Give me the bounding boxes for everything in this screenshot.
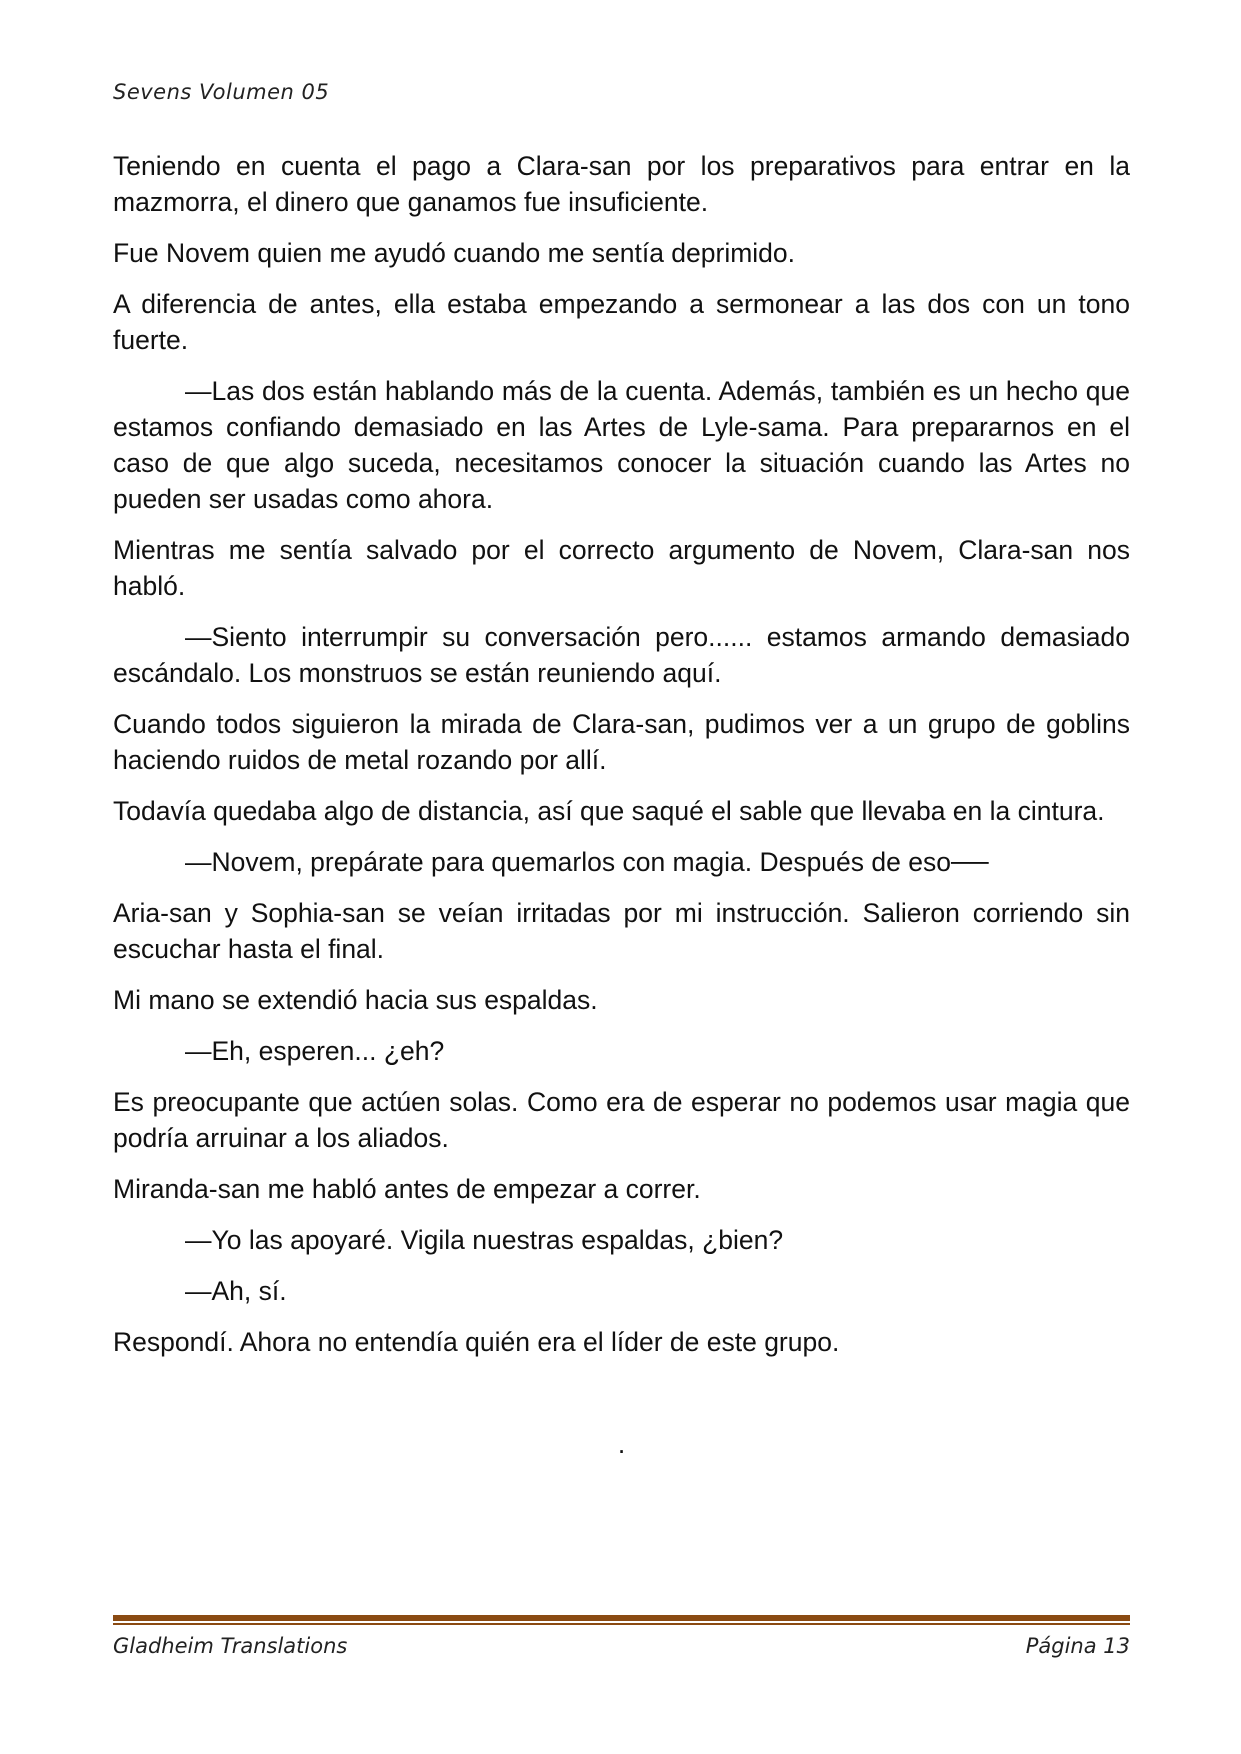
paragraph: Cuando todos siguieron la mirada de Clara-san, pudimos ver a un grupo de goblins haciendo ruidos de metal rozando por allí. <box>113 709 1130 775</box>
page-body <box>113 148 1130 1477</box>
dialogue-paragraph: —Yo las apoyaré. Vigila nuestras espaldas, ¿bien? <box>185 1225 784 1255</box>
paragraph: Aria-san y Sophia-san se veían irritadas por mi instrucción. Salieron corriendo sin escuchar hasta el final. <box>113 898 1130 964</box>
dialogue-paragraph: —Eh, esperen... ¿eh? <box>185 1036 445 1066</box>
dialogue-paragraph: —Ah, sí. <box>185 1276 287 1306</box>
paragraph: Mientras me sentía salvado por el correcto argumento de Novem, Clara-san nos habló. <box>113 535 1130 601</box>
footer-publisher: Gladheim Translations <box>113 1634 348 1658</box>
section-separator: . <box>617 1429 626 1459</box>
footer-rule <box>113 1615 1130 1621</box>
paragraph: Es preocupante que actúen solas. Como era de esperar no podemos usar magia que podría arruinar a los aliados. <box>113 1087 1130 1153</box>
paragraph: Miranda-san me habló antes de empezar a correr. <box>113 1174 701 1204</box>
footer-page-number: Página 13 <box>1025 1634 1130 1658</box>
paragraph: Respondí. Ahora no entendía quién era el líder de este grupo. <box>113 1327 840 1357</box>
paragraph: Teniendo en cuenta el pago a Clara-san por los preparativos para entrar en la mazmorra, el dinero que ganamos fue insuficiente. <box>113 151 1130 217</box>
dialogue-paragraph: —Las dos están hablando más de la cuenta. Además, también es un hecho que estamos confiando demasiado en las Artes de Lyle-sama. Para prepararnos en el caso de que algo suceda, necesitamos conocer la situación cuando las Artes no pueden ser usadas como ahora. <box>113 376 1130 514</box>
dialogue-paragraph: —Novem, prepárate para quemarlos con magia. Después de eso── <box>185 847 989 877</box>
paragraph: Todavía quedaba algo de distancia, así que saqué el sable que llevaba en la cintura. <box>113 796 1105 826</box>
paragraph: Mi mano se extendió hacia sus espaldas. <box>113 985 598 1015</box>
footer-rule-thin <box>113 1623 1130 1625</box>
paragraph: Fue Novem quien me ayudó cuando me sentía deprimido. <box>113 238 796 268</box>
dialogue-paragraph: —Siento interrumpir su conversación pero...... estamos armando demasiado escándalo. Los monstruos se están reuniendo aquí. <box>113 622 1130 688</box>
running-header-title: Sevens Volumen 05 <box>113 80 330 104</box>
paragraph: A diferencia de antes, ella estaba empezando a sermonear a las dos con un tono fuerte. <box>113 289 1130 355</box>
